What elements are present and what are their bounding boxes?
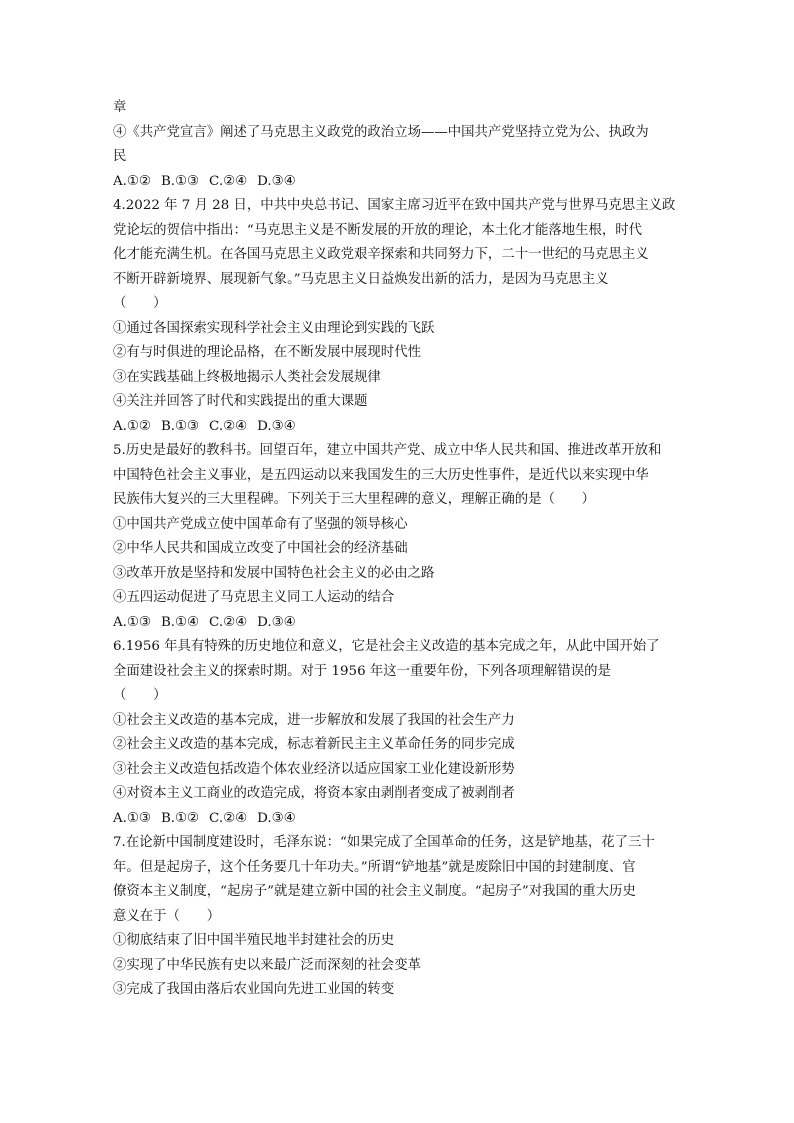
option-a: A.①② [113, 173, 151, 189]
question-stem-line: 民族伟大复兴的三大里程碑。下列关于三大里程碑的意义，理解正确的是（ ） [113, 492, 596, 507]
statement-item: ④对资本主义工商业的改造完成，将资本家由剥削者变成了被剥削者 [113, 786, 515, 801]
statement-item: ①社会主义改造的基本完成，进一步解放和发展了我国的社会生产力 [113, 712, 515, 728]
option-c: C.②④ [209, 614, 248, 630]
question-stem-line: 中国特色社会主义事业，是五四运动以来我国发生的三大历史性事件，是近代以来实现中华 [113, 467, 649, 483]
exam-page [113, 96, 683, 1003]
statement-item: ②有与时俱进的理论品格，在不断发展中展现时代性 [113, 345, 421, 360]
text-line: 民 [113, 149, 127, 164]
text-line: 章 [113, 100, 127, 115]
statement-item: ③改革开放是坚持和发展中国特色社会主义的必由之路 [113, 565, 435, 581]
option-b: B.①② [160, 810, 200, 826]
statement-item: ②社会主义改造的基本完成，标志着新民主主义革命任务的同步完成 [113, 737, 515, 752]
answer-options [113, 170, 683, 195]
question-stem-line: （ ） [113, 688, 167, 703]
question-stem-line: 僚资本主义制度，“起房子”就是建立新中国的社会主义制度。“起房子”对我国的重大历史 [113, 884, 636, 899]
option-b: B.①④ [160, 614, 200, 630]
question-stem-line: 意义在于（ ） [113, 908, 221, 924]
answer-options [113, 611, 683, 636]
option-c: C.②④ [209, 173, 248, 189]
option-b: B.①③ [160, 173, 200, 189]
option-d: D.③④ [257, 173, 296, 189]
option-d: D.③④ [257, 614, 296, 630]
option-a: A.①③ [113, 810, 151, 826]
statement-item: ②中华人民共和国成立改变了中国社会的经济基础 [113, 541, 408, 556]
question-7 [113, 831, 683, 1003]
text-line: ④《共产党宣言》阐述了马克思主义政党的政治立场——中国共产党坚持立党为公、执政为 [113, 124, 649, 140]
question-5 [113, 439, 683, 635]
question-stem-line: 不断开辟新境界、展现新气象。”马克思主义日益焕发出新的活力，是因为马克思主义 [113, 271, 609, 287]
question-stem-line: 4.2022 年 7 月 28 日，中共中央总书记、国家主席习近平在致中国共产党与世界马克思主义政 [113, 198, 676, 213]
statement-item: ①通过各国探索实现科学社会主义由理论到实践的飞跃 [113, 320, 435, 336]
option-d: D.③④ [257, 810, 296, 826]
question-stem-line: 化才能充满生机。在各国马克思主义政党艰辛探索和共同努力下，二十一世纪的马克思主义 [113, 247, 649, 262]
statement-item: ④五四运动促进了马克思主义同工人运动的结合 [113, 590, 395, 605]
question-stem-line: 党论坛的贺信中指出：“马克思主义是不断发展的开放的理论，本土化才能落地生根，时代 [113, 222, 643, 238]
statement-item: ①中国共产党成立使中国革命有了坚强的领导核心 [113, 516, 408, 532]
question-stem-line: 年。但是起房子，这个任务要几十年功夫。”所谓“铲地基”就是废除旧中国的封建制度、官 [113, 859, 636, 875]
option-a: A.①③ [113, 614, 151, 630]
statement-item: ③完成了我国由落后农业国向先进工业国的转变 [113, 982, 395, 997]
statement-item: ④关注并回答了时代和实践提出的重大课题 [113, 394, 368, 409]
question-4 [113, 194, 683, 439]
question-stem-line: （ ） [113, 296, 167, 311]
option-c: C.②④ [209, 810, 248, 826]
question-stem-line: 全面建设社会主义的探索时期。对于 1956 年这一重要年份，下列各项理解错误的是 [113, 663, 611, 679]
statement-item: ②实现了中华民族有史以来最广泛而深刻的社会变革 [113, 957, 421, 973]
option-d: D.③④ [257, 418, 296, 434]
answer-options [113, 415, 683, 440]
answer-options [113, 807, 683, 832]
statement-item: ③社会主义改造包括改造个体农业经济以适应国家工业化建设新形势 [113, 761, 515, 777]
statement-item: ①彻底结束了旧中国半殖民地半封建社会的历史 [113, 933, 395, 948]
option-a: A.①② [113, 418, 151, 434]
question-stem-line: 5.历史是最好的教科书。回望百年，建立中国共产党、成立中华人民共和国、推进改革开放和 [113, 443, 662, 458]
question-6 [113, 635, 683, 831]
statement-item: ③在实践基础上终极地揭示人类社会发展规律 [113, 369, 381, 385]
question-stem-line: 6.1956 年具有特殊的历史地位和意义，它是社会主义改造的基本完成之年，从此中国开始了 [113, 639, 660, 654]
option-c: C.②④ [209, 418, 248, 434]
option-b: B.①③ [160, 418, 200, 434]
question-stem-line: 7.在论新中国制度建设时，毛泽东说：“如果完成了全国革命的任务，这是铲地基，花了三十 [113, 835, 655, 850]
